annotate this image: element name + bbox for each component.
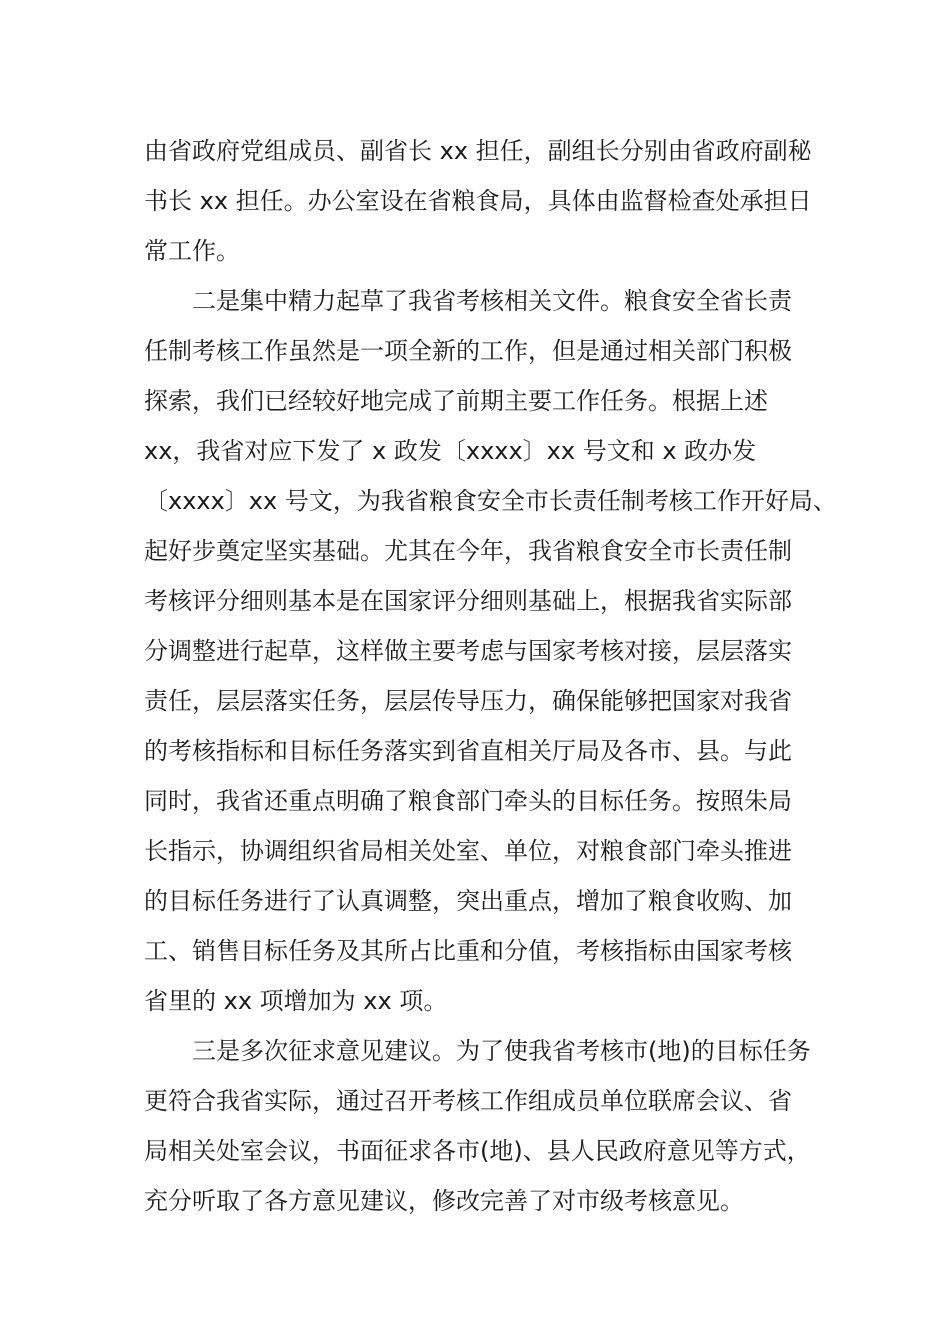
text-line: 的考核指标和目标任务落实到省直相关厅局及各市、县。与此 <box>144 737 792 765</box>
text-line: 更符合我省实际，通过召开考核工作组成员单位联席会议、省 <box>144 1087 792 1115</box>
text-line: 同时，我省还重点明确了粮食部门牵头的目标任务。按照朱局 <box>144 787 792 815</box>
text-line: 〔xxxx〕xx 号文，为我省粮食安全市长责任制考核工作开好局、 <box>144 487 837 515</box>
text-line: 探索，我们已经较好地完成了前期主要工作任务。根据上述 <box>144 387 768 415</box>
text-line: 考核评分细则基本是在国家评分细则基础上，根据我省实际部 <box>144 587 792 615</box>
text-line: 由省政府党组成员、副省长 xx 担任，副组长分别由省政府副秘 <box>144 137 812 165</box>
text-line: 省里的 xx 项增加为 xx 项。 <box>144 987 448 1015</box>
text-line: 责任，层层落实任务，层层传导压力，确保能够把国家对我省 <box>144 687 792 715</box>
text-line: 分调整进行起草，这样做主要考虑与国家考核对接，层层落实 <box>144 637 792 665</box>
text-line: xx，我省对应下发了 x 政发〔xxxx〕xx 号文和 x 政办发 <box>144 437 757 465</box>
paragraph-first-line: 三是多次征求意见建议。为了使我省考核市(地)的目标任务 <box>192 1037 811 1065</box>
text-line: 常工作。 <box>144 237 240 265</box>
text-line: 工、销售目标任务及其所占比重和分值，考核指标由国家考核 <box>144 937 792 965</box>
text-line: 任制考核工作虽然是一项全新的工作，但是通过相关部门积极 <box>144 337 792 365</box>
text-line: 书长 xx 担任。办公室设在省粮食局，具体由监督检查处承担日 <box>144 187 812 215</box>
text-line: 的目标任务进行了认真调整，突出重点，增加了粮食收购、加 <box>144 887 792 915</box>
text-line: 充分听取了各方意见建议，修改完善了对市级考核意见。 <box>144 1187 744 1215</box>
paragraph-first-line: 二是集中精力起草了我省考核相关文件。粮食安全省长责 <box>192 287 792 315</box>
text-line: 起好步奠定坚实基础。尤其在今年，我省粮食安全市长责任制 <box>144 537 792 565</box>
text-line: 长指示，协调组织省局相关处室、单位，对粮食部门牵头推进 <box>144 837 792 865</box>
text-line: 局相关处室会议，书面征求各市(地)、县人民政府意见等方式， <box>144 1137 811 1165</box>
